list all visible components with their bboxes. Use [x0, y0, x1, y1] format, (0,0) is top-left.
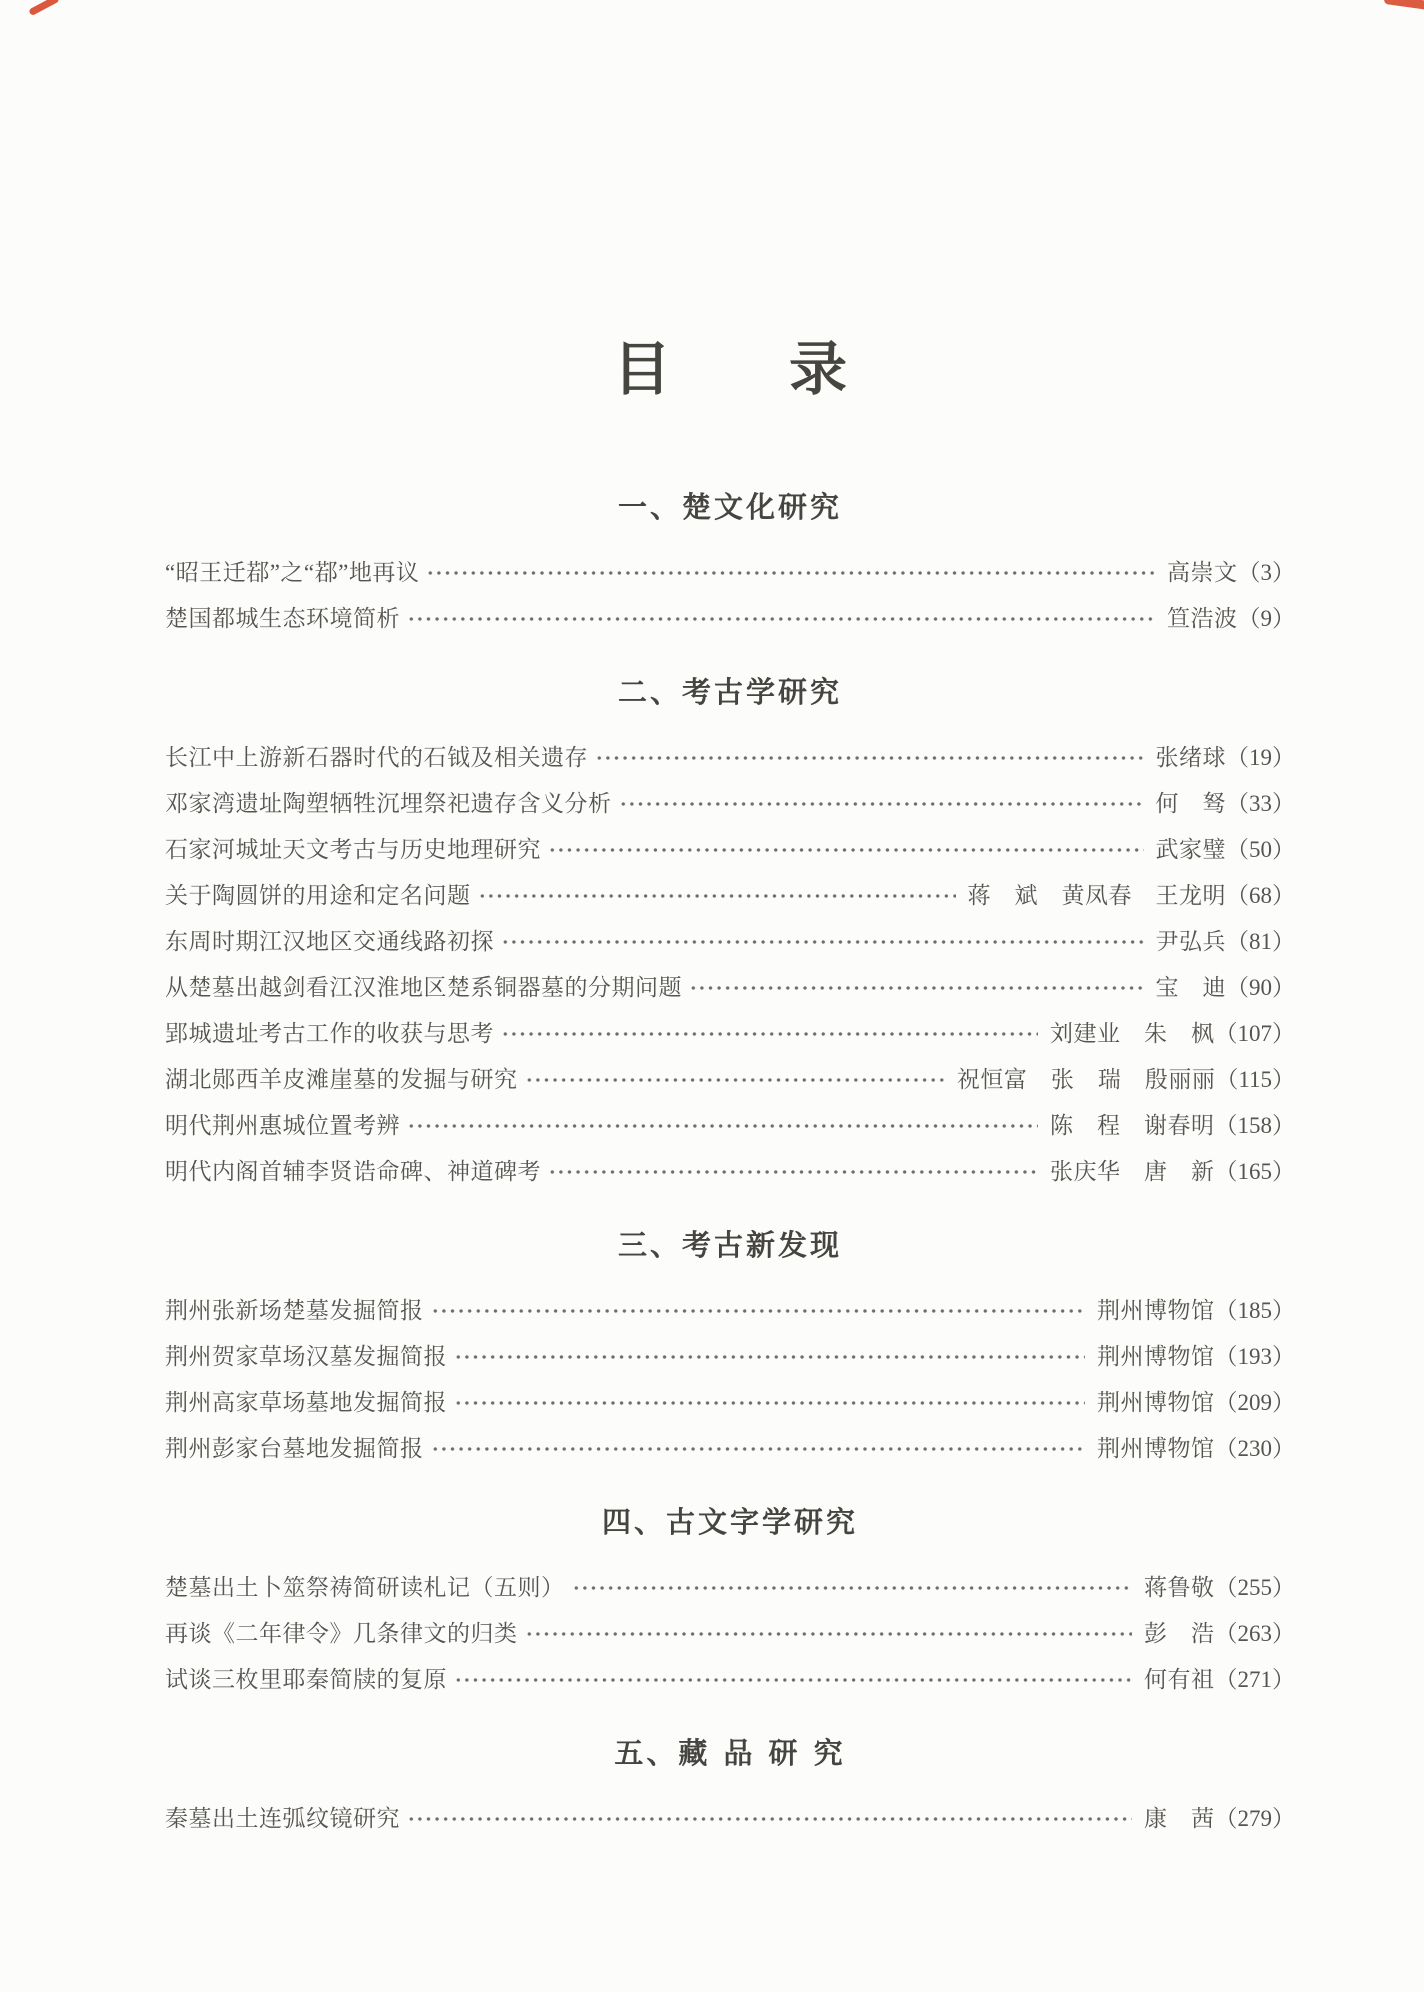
entry-authors: 荆州博物馆 [1097, 1436, 1215, 1461]
dotted-leader [431, 1308, 1086, 1314]
toc-entry [165, 873, 1295, 919]
entry-title: 荆州贺家草场汉墓发掘简报 [165, 1344, 447, 1369]
toc-section [165, 1230, 1295, 1472]
entry-page-number: （263） [1214, 1621, 1295, 1646]
section-entries [165, 1288, 1295, 1472]
entry-title: 长江中上游新石器时代的石钺及相关遗存 [165, 745, 588, 770]
toc-entry [165, 735, 1295, 781]
dotted-leader [426, 570, 1155, 576]
toc-section [165, 1738, 1295, 1842]
entry-title: 湖北郧西羊皮滩崖墓的发掘与研究 [165, 1067, 518, 1092]
toc-entry [165, 781, 1295, 827]
toc-entry [165, 1057, 1295, 1103]
dotted-leader [572, 1585, 1133, 1591]
section-entries [165, 1796, 1295, 1842]
toc-entry [165, 1380, 1295, 1426]
toc-entry [165, 1611, 1295, 1657]
entry-page-number: （165） [1214, 1159, 1295, 1184]
entry-authors: 蒋鲁敬 [1144, 1575, 1215, 1600]
entry-title: 关于陶圆饼的用途和定名问题 [165, 883, 471, 908]
section-heading: 四、古文字学研究 [601, 1505, 858, 1539]
section-heading: 五、藏 品 研 究 [614, 1736, 846, 1770]
entry-authors: 荆州博物馆 [1097, 1390, 1215, 1415]
entry-title: 楚国都城生态环境简析 [165, 606, 400, 631]
entry-authors: 蒋 斌 黄凤春 王龙明 [967, 883, 1226, 908]
entry-authors: 尹弘兵 [1155, 929, 1226, 954]
toc-sections [165, 492, 1295, 1842]
entry-authors: 何有祖 [1144, 1667, 1215, 1692]
toc-entry [165, 965, 1295, 1011]
entry-title: 再谈《二年律令》几条律文的归类 [165, 1621, 518, 1646]
dotted-leader [501, 1031, 1038, 1037]
entry-page-number: （230） [1214, 1436, 1295, 1461]
entry-authors: 张绪球 [1155, 745, 1226, 770]
entry-authors: 笪浩波 [1167, 606, 1238, 631]
toc-entry [165, 1149, 1295, 1195]
section-entries [165, 735, 1295, 1195]
entry-page-number: （81） [1226, 929, 1295, 954]
entry-title: 荆州高家草场墓地发掘简报 [165, 1390, 447, 1415]
toc-entry [165, 1796, 1295, 1842]
dotted-leader [478, 893, 956, 899]
dotted-leader [595, 755, 1144, 761]
dotted-leader [431, 1446, 1086, 1452]
entry-title: 从楚墓出越剑看江汉淮地区楚系铜器墓的分期问题 [165, 975, 682, 1000]
entry-page-number: （185） [1214, 1298, 1295, 1323]
entry-page-number: （279） [1214, 1806, 1295, 1831]
entry-title: 郢城遗址考古工作的收获与思考 [165, 1021, 494, 1046]
entry-title: 楚墓出土卜筮祭祷简研读札记（五则） [165, 1575, 565, 1600]
entry-title: 明代荆州惠城位置考辨 [165, 1113, 400, 1138]
dotted-leader [501, 939, 1144, 945]
entry-authors: 高崇文 [1167, 560, 1238, 585]
dotted-leader [548, 847, 1144, 853]
entry-authors: 荆州博物馆 [1097, 1298, 1215, 1323]
section-heading: 三、考古新发现 [617, 1228, 842, 1262]
entry-page-number: （193） [1214, 1344, 1295, 1369]
dotted-leader [407, 1123, 1038, 1129]
toc-content [165, 0, 1295, 1842]
entry-page-number: （255） [1214, 1575, 1295, 1600]
dotted-leader [454, 1400, 1085, 1406]
toc-entry [165, 1657, 1295, 1703]
entry-page-number: （158） [1214, 1113, 1295, 1138]
entry-title: 荆州张新场楚墓发掘简报 [165, 1298, 424, 1323]
entry-title: 石家河城址天文考古与历史地理研究 [165, 837, 541, 862]
entry-title: 东周时期江汉地区交通线路初探 [165, 929, 494, 954]
toc-entry [165, 596, 1295, 642]
entry-page-number: （9） [1237, 606, 1295, 631]
entry-page-number: （68） [1226, 883, 1295, 908]
entry-page-number: （107） [1214, 1021, 1295, 1046]
entry-page-number: （3） [1237, 560, 1295, 585]
section-heading: 一、楚文化研究 [617, 490, 842, 524]
entry-title: “昭王迁鄀”之“鄀”地再议 [165, 560, 420, 585]
entry-authors: 张庆华 唐 新 [1050, 1159, 1215, 1184]
section-entries [165, 550, 1295, 642]
dotted-leader [525, 1077, 945, 1083]
toc-entry [165, 1565, 1295, 1611]
entry-title: 秦墓出土连弧纹镜研究 [165, 1806, 400, 1831]
toc-entry [165, 550, 1295, 596]
entry-title: 试谈三枚里耶秦简牍的复原 [165, 1667, 447, 1692]
entry-page-number: （271） [1214, 1667, 1295, 1692]
entry-authors: 祝恒富 张 瑞 殷丽丽 [956, 1067, 1216, 1092]
entry-authors: 何 驽 [1155, 791, 1226, 816]
toc-section [165, 677, 1295, 1195]
toc-entry [165, 919, 1295, 965]
entry-page-number: （209） [1214, 1390, 1295, 1415]
entry-authors: 陈 程 谢春明 [1050, 1113, 1215, 1138]
entry-page-number: （33） [1226, 791, 1295, 816]
toc-entry [165, 1011, 1295, 1057]
toc-entry [165, 1426, 1295, 1472]
entry-authors: 荆州博物馆 [1097, 1344, 1215, 1369]
toc-entry [165, 827, 1295, 873]
entry-title: 明代内阁首辅李贤诰命碑、神道碑考 [165, 1159, 541, 1184]
toc-entry [165, 1103, 1295, 1149]
entry-title: 邓家湾遗址陶塑牺牲沉埋祭祀遗存含义分析 [165, 791, 612, 816]
dotted-leader [454, 1354, 1085, 1360]
dotted-leader [548, 1169, 1038, 1175]
toc-entry [165, 1334, 1295, 1380]
toc-section [165, 1507, 1295, 1703]
toc-section [165, 492, 1295, 642]
section-heading: 二、考古学研究 [617, 675, 842, 709]
entry-authors: 彭 浩 [1144, 1621, 1215, 1646]
entry-authors: 宝 迪 [1155, 975, 1226, 1000]
section-entries [165, 1565, 1295, 1703]
entry-page-number: （115） [1215, 1067, 1295, 1092]
entry-page-number: （50） [1226, 837, 1295, 862]
entry-authors: 刘建业 朱 枫 [1050, 1021, 1215, 1046]
entry-page-number: （90） [1226, 975, 1295, 1000]
dotted-leader [619, 801, 1144, 807]
entry-authors: 武家璧 [1155, 837, 1226, 862]
scan-artifact-top-right [1384, 0, 1424, 10]
dotted-leader [407, 1816, 1132, 1822]
dotted-leader [525, 1631, 1133, 1637]
toc-entry [165, 1288, 1295, 1334]
dotted-leader [689, 985, 1144, 991]
dotted-leader [454, 1677, 1132, 1683]
dotted-leader [407, 616, 1155, 622]
entry-page-number: （19） [1226, 745, 1295, 770]
page-title: 目 录 [612, 337, 877, 402]
scan-artifact-top-left [28, 0, 60, 16]
entry-authors: 康 茜 [1144, 1806, 1215, 1831]
entry-title: 荆州彭家台墓地发掘简报 [165, 1436, 424, 1461]
